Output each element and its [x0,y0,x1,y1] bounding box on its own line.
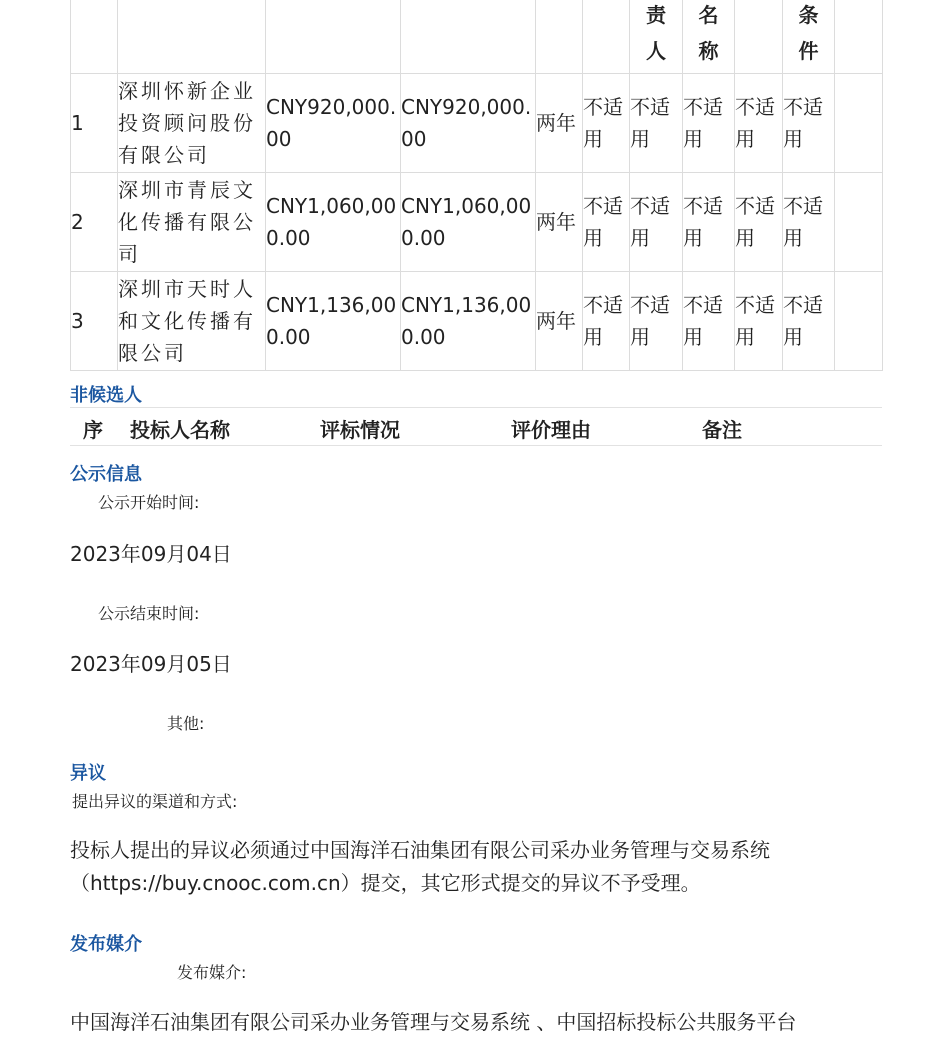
media-label: 发布媒介: [177,963,247,982]
bidder-name: 深圳市天时人和文化传播有限公司 [118,272,266,371]
row-index: 2 [71,173,118,272]
table-row [71,173,883,272]
cell-na: 不适用 [583,272,630,371]
cell-na: 不适用 [683,173,735,272]
col-remarks: 备注 [702,418,742,442]
cell-na: 不适用 [683,74,735,173]
candidates-table [70,0,883,371]
objection-title: 异议 [70,763,106,784]
start-time-value: 2023年09月04日 [70,542,232,566]
col-reason: 评价理由 [511,418,591,442]
cell-na: 不适用 [583,173,630,272]
cell-na: 不适用 [783,173,835,272]
cell-na: 不适用 [683,272,735,371]
cell-na: 不适用 [735,173,783,272]
non-candidates-title: 非候选人 [70,385,142,406]
cell-na: 不适用 [583,74,630,173]
cell-na: 不适用 [735,272,783,371]
service-period: 两年 [536,74,583,173]
row-index: 1 [71,74,118,173]
col-evaluation: 评标情况 [320,418,400,442]
col-index: 序 [83,418,103,442]
media-text: 中国海洋石油集团有限公司采办业务管理与交易系统 、中国招标投标公共服务平台 [70,1010,797,1034]
cell-na: 不适用 [630,173,683,272]
table-row [71,272,883,371]
media-title: 发布媒介 [70,934,142,955]
end-time-value: 2023年09月05日 [70,652,232,676]
cell-na: 不适用 [630,272,683,371]
table-header-row [71,0,883,74]
non-candidates-header [70,407,882,446]
col-bidder-name: 投标人名称 [130,418,230,442]
start-time-label: 公示开始时间: [98,493,200,512]
cell-na: 不适用 [783,272,835,371]
header-cell: 条件 [798,3,819,63]
header-cell: 责人 [646,3,666,63]
cell-na: 不适用 [630,74,683,173]
objection-channel-text: 投标人提出的异议必须通过中国海洋石油集团有限公司采办业务管理与交易系统（https://buy.cnooc.com.cn）提交，其它形式提交的异议不予受理。 [70,838,770,895]
other-label: 其他: [167,714,205,733]
service-period: 两年 [536,272,583,371]
end-time-label: 公示结束时间: [98,604,200,623]
eval-price: CNY1,136,000.00 [401,272,536,371]
bid-price: CNY920,000.00 [266,74,401,173]
cell-na: 不适用 [735,74,783,173]
bid-price: CNY1,136,000.00 [266,272,401,371]
bid-price: CNY1,060,000.00 [266,173,401,272]
table-row [71,74,883,173]
service-period: 两年 [536,173,583,272]
cell-na: 不适用 [783,74,835,173]
eval-price: CNY920,000.00 [401,74,536,173]
header-cell: 名称 [698,3,719,63]
objection-channel-label: 提出异议的渠道和方式: [72,792,238,811]
row-index: 3 [71,272,118,371]
eval-price: CNY1,060,000.00 [401,173,536,272]
bidder-name: 深圳怀新企业投资顾问股份有限公司 [118,74,266,173]
publicity-title: 公示信息 [70,464,142,485]
bidder-name: 深圳市青辰文化传播有限公司 [118,173,266,272]
